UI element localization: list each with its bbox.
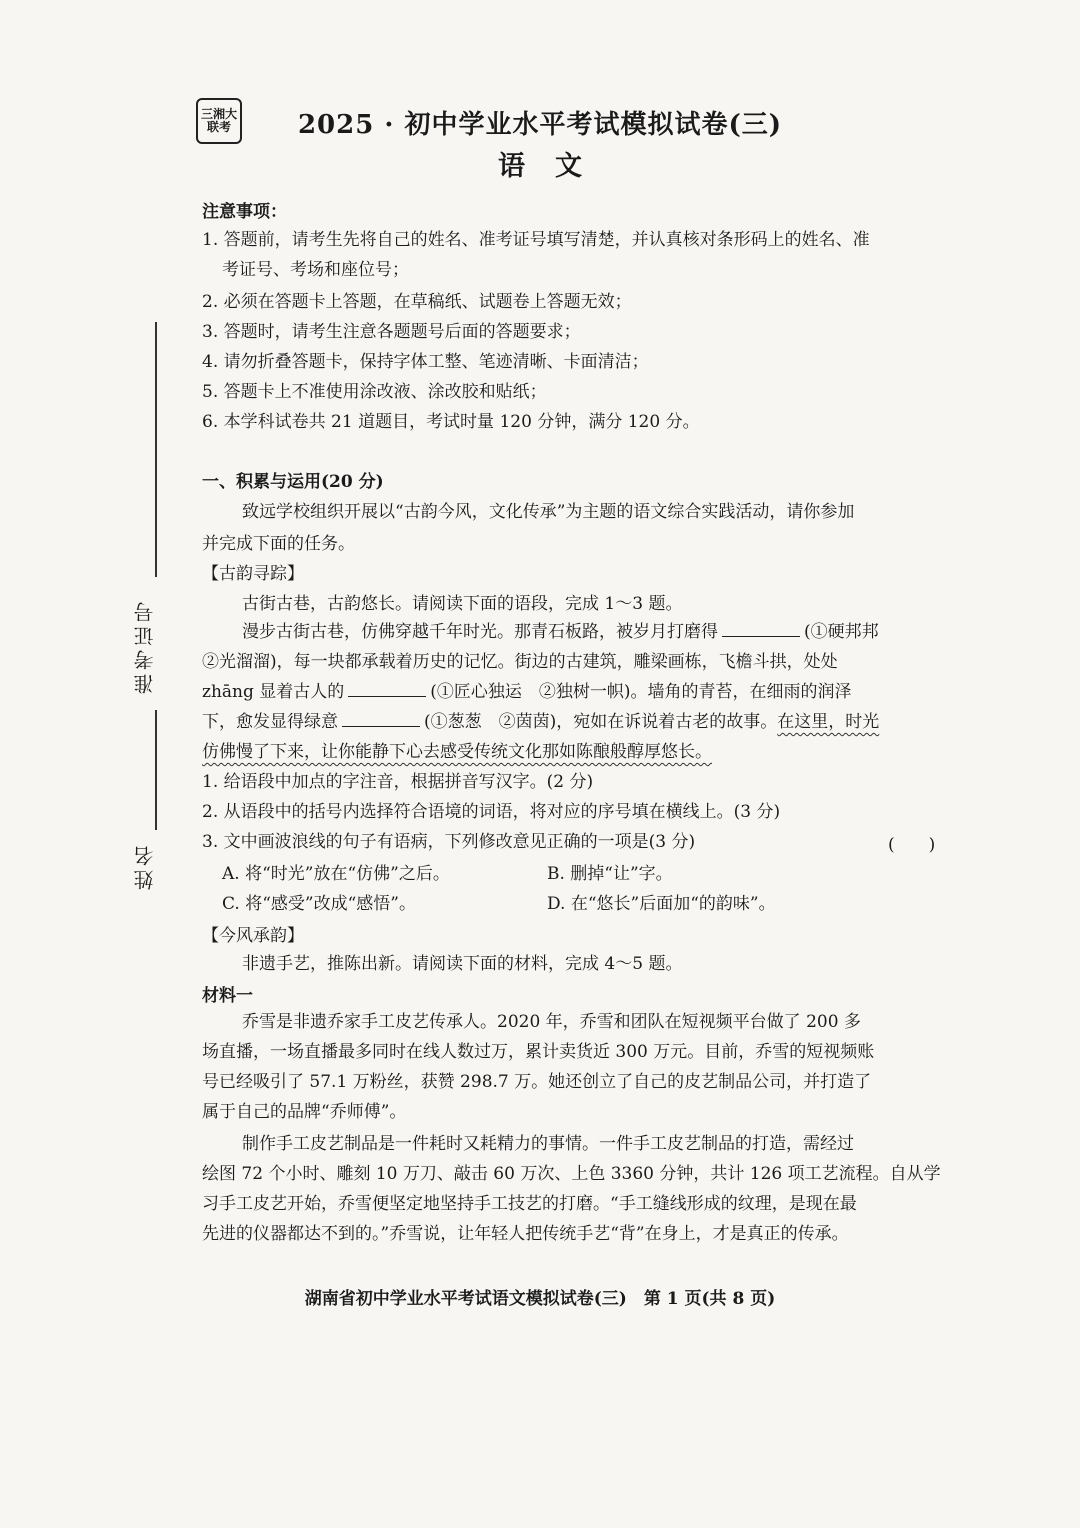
answer-paren[interactable]: ( ) (888, 835, 936, 855)
subsection-intro: 非遗手艺，推陈出新。请阅读下面的材料，完成 4～5 题。 (242, 954, 683, 974)
name-line (155, 710, 157, 830)
option-c: C. 将“感受”改成“感悟”。 (222, 894, 416, 914)
notice-item: 4. 请勿折叠答题卡，保持字体工整、笔迹清晰、卡面清洁； (202, 352, 649, 372)
question-1: 1. 给语段中加点的字注音，根据拼音写汉字。(2 分) (202, 772, 594, 792)
exam-id-line (155, 322, 157, 577)
material-line: 属于自己的品牌“乔师傅”。 (202, 1102, 407, 1122)
material-line: 绘图 72 个小时、雕刻 10 万刀、敲击 60 万次、上色 3360 分钟，共计 126 项工艺流程。自从学 (202, 1164, 941, 1184)
exam-id-label: 准考证号 (133, 598, 157, 694)
notice-item: 5. 答题卡上不准使用涂改液、涂改胶和贴纸； (202, 382, 547, 402)
name-label: 姓名 (133, 842, 157, 890)
material-line: 制作手工皮艺制品是一件耗时又耗精力的事情。一件手工皮艺制品的打造，需经过 (242, 1134, 854, 1154)
material-line: 号已经吸引了 57.1 万粉丝，获赞 298.7 万。她还创立了自己的皮艺制品公司，并打造了 (202, 1072, 872, 1092)
section-intro: 并完成下面的任务。 (202, 534, 355, 554)
material-line: 习手工皮艺开始，乔雪便坚定地坚持手工技艺的打磨。“手工缝线形成的纹理，是现在最 (202, 1194, 857, 1214)
subsection-intro: 古街古巷，古韵悠长。请阅读下面的语段，完成 1～3 题。 (242, 594, 683, 614)
publisher-logo: 三湘大联考 (196, 98, 242, 144)
wavy-sentence: 仿佛慢了下来，让你能静下心去感受传统文化那如陈酿般醇厚悠长。 (202, 742, 712, 762)
notice-item: 1. 答题前，请考生先将自己的姓名、准考证号填写清楚，并认真核对条形码上的姓名、准 (202, 230, 870, 250)
answer-blank[interactable] (342, 710, 420, 727)
answer-blank[interactable] (348, 680, 426, 697)
subject-title: 语文 (498, 151, 612, 182)
section-heading: 一、积累与运用(20 分) (202, 472, 384, 492)
subsection-label: 【古韵寻踪】 (202, 564, 304, 584)
notice-heading: 注意事项： (202, 202, 287, 222)
notice-item: 3. 答题时，请考生注意各题题号后面的答题要求； (202, 322, 581, 342)
passage-line: ②光溜溜)，每一块都承载着历史的记忆。街边的古建筑，雕梁画栋，飞檐斗拱，处处 (202, 652, 838, 672)
material-line: 先进的仪器都达不到的。”乔雪说，让年轻人把传统手艺“背”在身上，才是真正的传承。 (202, 1224, 849, 1244)
passage-line: 下，愈发显得绿意 (①葱葱 ②茵茵)，宛如在诉说着古老的故事。在这里，时光 (202, 712, 880, 732)
option-d: D. 在“悠长”后面加“的韵味”。 (547, 894, 776, 914)
option-b: B. 删掉“让”字。 (547, 864, 673, 884)
question-2: 2. 从语段中的括号内选择符合语境的词语，将对应的序号填在横线上。(3 分) (202, 802, 781, 822)
notice-item: 2. 必须在答题卡上答题，在草稿纸、试题卷上答题无效； (202, 292, 632, 312)
notice-item: 考证号、考场和座位号； (222, 260, 409, 280)
subsection-label: 【今风承韵】 (202, 926, 304, 946)
material-line: 场直播，一场直播最多同时在线人数过万，累计卖货近 300 万元。目前，乔雪的短视频账 (202, 1042, 875, 1062)
passage-line: zhāng 显着古人的 (①匠心独运 ②独树一帜)。墙角的青苔，在细雨的润泽 (202, 682, 852, 702)
passage-line: 漫步古街古巷，仿佛穿越千年时光。那青石板路，被岁月打磨得 (①硬邦邦 (242, 622, 879, 642)
material-line: 乔雪是非遗乔家手工皮艺传承人。2020 年，乔雪和团队在短视频平台做了 200 多 (242, 1012, 861, 1032)
option-a: A. 将“时光”放在“仿佛”之后。 (222, 864, 450, 884)
section-intro: 致远学校组织开展以“古韵今风，文化传承”为主题的语文综合实践活动，请你参加 (242, 502, 855, 522)
answer-blank[interactable] (722, 620, 800, 637)
wavy-sentence: 在这里，时光 (777, 712, 880, 732)
exam-title: 2025 · 初中学业水平考试模拟试卷(三) (297, 110, 783, 140)
page-footer: 湖南省初中学业水平考试语文模拟试卷(三) 第 1 页(共 8 页) (304, 1289, 776, 1309)
question-3: 3. 文中画波浪线的句子有语病，下列修改意见正确的一项是(3 分) (202, 832, 696, 852)
notice-item: 6. 本学科试卷共 21 道题目，考试时量 120 分钟，满分 120 分。 (202, 412, 700, 432)
material-label: 材料一 (202, 986, 253, 1006)
passage-line (202, 740, 712, 764)
